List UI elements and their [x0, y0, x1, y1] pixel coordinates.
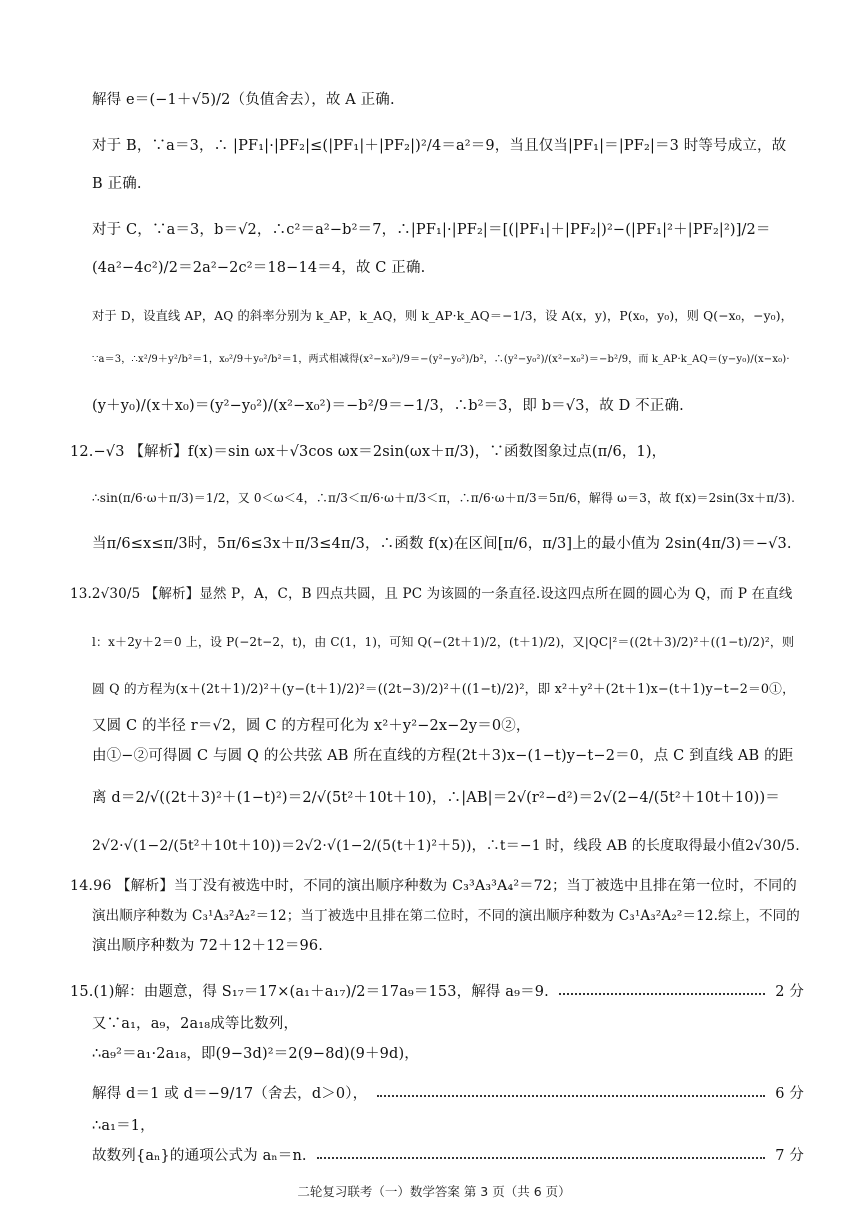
- scored-line: [92, 1036, 804, 1072]
- text-line: 圆 Q 的方程为(x＋(2t＋1)/2)²＋(y−(t＋1)/2)²＝((2t−3)/2)²＋((1−t)/2)²，即 x²＋y²＋(2t＋1)x−(t＋1)y−t−2＝0①，: [92, 682, 795, 697]
- text-line: 对于 D，设直线 AP，AQ 的斜率分别为 k_AP，k_AQ，则 k_AP·k_AQ＝−1/3，设 A(x，y)，P(x₀，y₀)，则 Q(−x₀，−y₀)，: [92, 309, 794, 323]
- scored-text: 故数列{aₙ}的通项公式为 aₙ＝n.: [92, 1148, 307, 1164]
- scored-line: [70, 974, 804, 1010]
- points-label: 6 分: [775, 1086, 804, 1102]
- text-line: ∵a＝3，∴x²/9＋y²/b²＝1，x₀²/9＋y₀²/b²＝1，两式相减得(x²−x₀²)/9＝−(y²−y₀²)/b²，∴(y²−y₀²)/(x²−x₀²)＝−b²/9，而 k_AP·k_AQ＝(y−y₀)/(x−x₀)·: [92, 354, 790, 365]
- scored-line: [92, 1076, 804, 1112]
- text-line: 解得 e＝(−1＋√5)/2（负值舍去），故 A 正确.: [92, 92, 395, 108]
- scored-line: [92, 1138, 804, 1174]
- scored-text: ∴a₉²＝a₁·2a₁₈，即(9−3d)²＝2(9−8d)(9＋9d)，: [92, 1046, 419, 1062]
- text-line: (y＋y₀)/(x＋x₀)＝(y²−y₀²)/(x²−x₀²)＝−b²/9＝−1/3，∴b²＝3，即 b＝√3，故 D 不正确.: [92, 398, 684, 414]
- scored-text: 解得 d＝1 或 d＝−9/17（舍去，d＞0），: [92, 1086, 368, 1102]
- points-label: 2 分: [775, 984, 804, 1000]
- text-line: 离 d＝2/√((2t＋3)²＋(1−t)²)＝2/√(5t²＋10t＋10)，∴|AB|＝2√(r²−d²)＝2√(2−4/(5t²＋10t＋10))＝: [92, 790, 780, 806]
- leader-dots: [377, 1095, 765, 1097]
- scored-text: 又∵a₁，a₉，2a₁₈成等比数列，: [92, 1016, 299, 1032]
- text-line: 2√2·√(1−2/(5t²＋10t＋10))＝2√2·√(1−2/(5(t＋1)²＋5))，∴t＝−1 时，线段 AB 的长度取得最小值2√30/5.: [92, 838, 800, 854]
- scored-text: 15.(1)解：由题意，得 S₁₇＝17×(a₁＋a₁₇)/2＝17a₉＝153，解得 a₉＝9.: [70, 984, 549, 1000]
- text-line: l：x＋2y＋2＝0 上，设 P(−2t−2，t)，由 C(1，1)，可知 Q(−(2t＋1)/2，(t＋1)/2)，又|QC|²＝((2t＋3)/2)²＋((1−t)/2)²，则: [92, 635, 795, 649]
- text-line: 由①−②可得圆 C 与圆 Q 的公共弦 AB 所在直线的方程(2t＋3)x−(1−t)y−t−2＝0，点 C 到直线 AB 的距: [92, 748, 794, 764]
- points-label: 7 分: [775, 1148, 804, 1164]
- text-line: B 正确.: [92, 176, 142, 192]
- text-line: 演出顺序种数为 C₃¹A₃²A₂²＝12；当丁被选中且排在第二位时，不同的演出顺序种数为 C₃¹A₃²A₂²＝12.综上，不同的: [92, 908, 800, 924]
- text-line: 对于 B，∵a＝3，∴ |PF₁|·|PF₂|≤(|PF₁|＋|PF₂|)²/4＝a²＝9，当且仅当|PF₁|＝|PF₂|＝3 时等号成立，故: [92, 138, 787, 154]
- text-line: 对于 C，∵a＝3，b＝√2，∴c²＝a²−b²＝7，∴|PF₁|·|PF₂|＝[(|PF₁|＋|PF₂|)²−(|PF₁|²＋|PF₂|²)]/2＝: [92, 222, 771, 238]
- answer-12-line: 12.−√3 【解析】f(x)＝sin ωx＋√3cos ωx＝2sin(ωx＋π/3)，∵函数图象过点(π/6，1)，: [70, 444, 667, 460]
- answer-14-line: 14.96 【解析】当丁没有被选中时，不同的演出顺序种数为 C₃³A₃³A₄²＝72；当丁被选中且排在第一位时，不同的: [70, 878, 797, 894]
- leader-dots: [559, 993, 765, 995]
- leader-dots: [317, 1157, 766, 1159]
- text-line: ∴sin(π/6·ω＋π/3)＝1/2，又 0＜ω＜4，∴π/3＜π/6·ω＋π/3＜π，∴π/6·ω＋π/3＝5π/6，解得 ω＝3，故 f(x)＝2sin(3x＋π/3).: [92, 491, 796, 505]
- page-footer: 二轮复习联考（一）数学答案 第 3 页（共 6 页）: [297, 1184, 571, 1199]
- answer-13-line: 13.2√30/5 【解析】显然 P，A，C，B 四点共圆，且 PC 为该圆的一条直径.设这四点所在圆的圆心为 Q，而 P 在直线: [70, 586, 793, 602]
- text-line: 又圆 C 的半径 r＝√2，圆 C 的方程可化为 x²＋y²−2x−2y＝0②，: [92, 718, 531, 734]
- scored-text: ∴a₁＝1，: [92, 1118, 155, 1134]
- text-line: (4a²−4c²)/2＝2a²−2c²＝18−14＝4，故 C 正确.: [92, 260, 426, 276]
- text-line: 演出顺序种数为 72＋12＋12＝96.: [92, 938, 324, 954]
- text-line: 当π/6≤x≤π/3时，5π/6≤3x＋π/3≤4π/3，∴函数 f(x)在区间[π/6，π/3]上的最小值为 2sin(4π/3)＝−√3.: [92, 536, 792, 552]
